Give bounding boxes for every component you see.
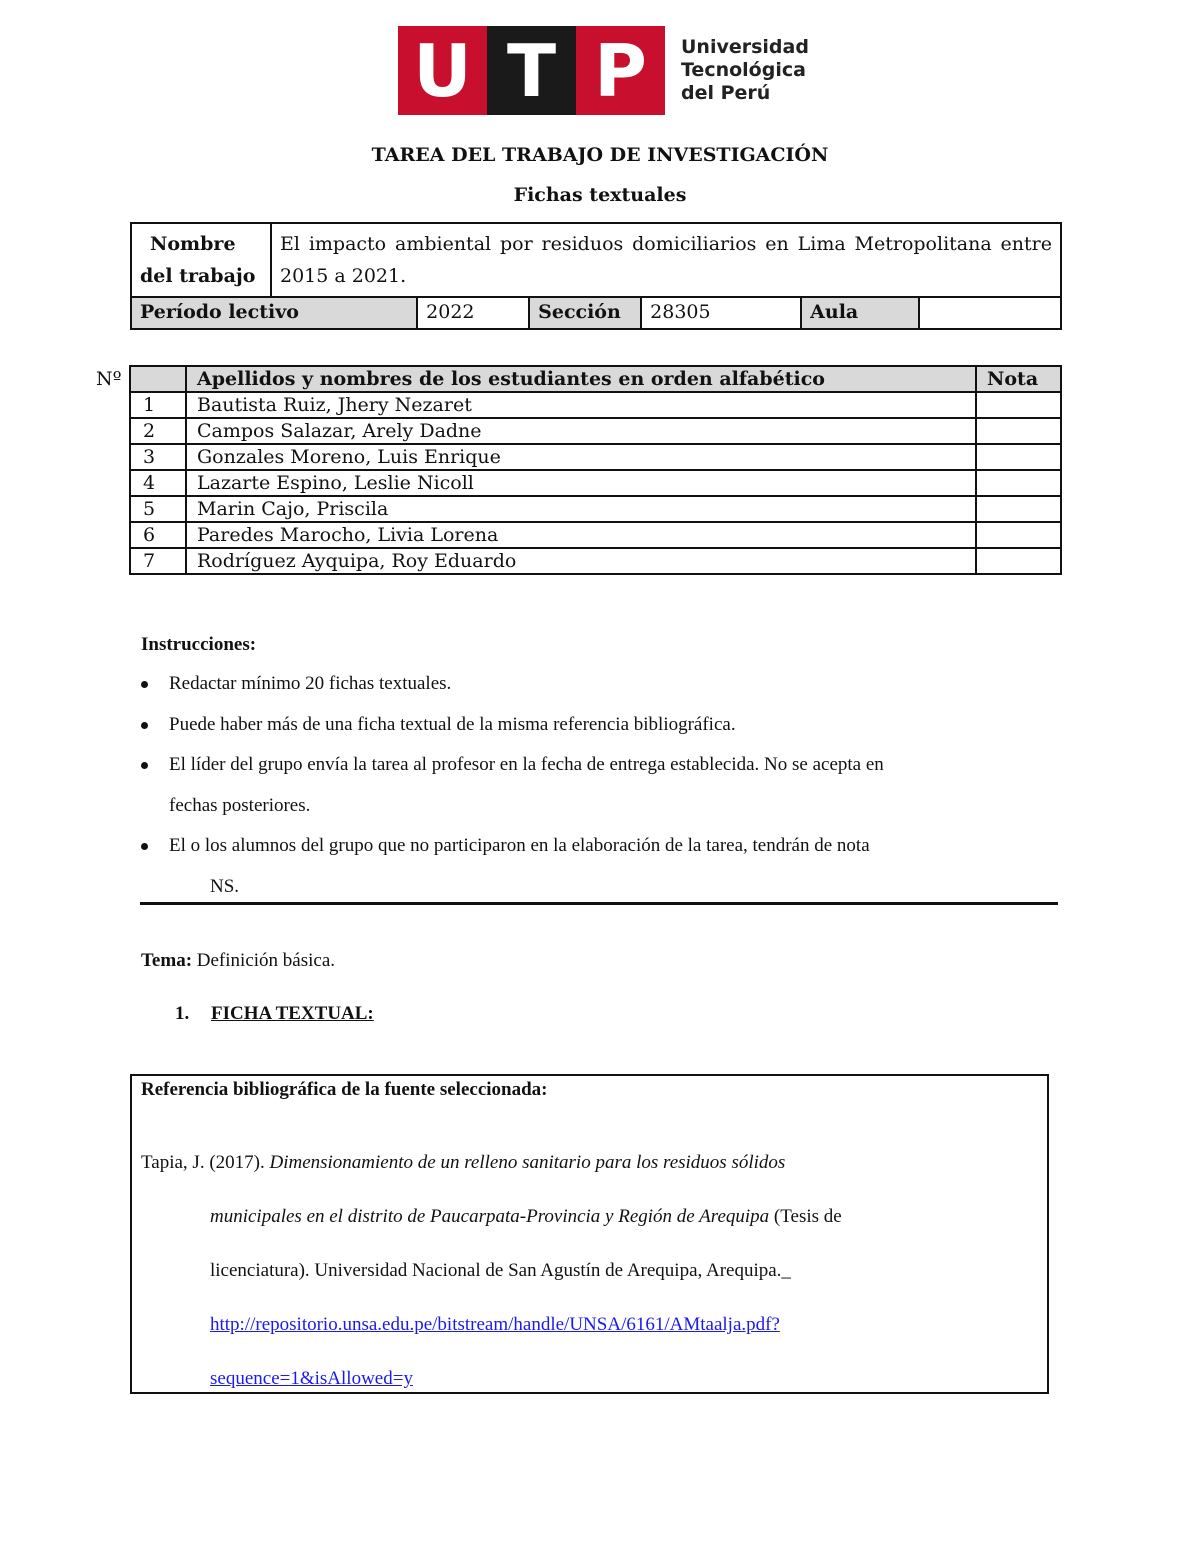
- table-row: [130, 470, 1061, 496]
- reference-box: [130, 1074, 1049, 1394]
- reference-title-1: Dimensionamiento de un relleno sanitario para los residuos sólidos: [269, 1152, 786, 1173]
- university-name-line-3: del Perú: [681, 82, 771, 104]
- work-name-value: El impacto ambiental por residuos domiciliarios en Lima Metropolitana entre 2015 a 2021.: [271, 223, 1061, 297]
- ficha-title: FICHA TEXTUAL:: [211, 1003, 374, 1024]
- period-label: Período lectivo: [131, 297, 417, 329]
- table-row: [130, 444, 1061, 470]
- student-name: Lazarte Espino, Leslie Nicoll: [186, 470, 976, 496]
- instruction-item: El o los alumnos del grupo que no participaron en la elaboración de la tarea, tendrán de nota: [169, 835, 870, 856]
- row-number: 7: [130, 548, 186, 574]
- instruction-item: Puede haber más de una ficha textual de la misma referencia bibliográfica.: [169, 714, 736, 735]
- table-row: [130, 522, 1061, 548]
- section-divider: [140, 902, 1058, 905]
- student-name: Marin Cajo, Priscila: [186, 496, 976, 522]
- section-label: Sección: [529, 297, 641, 329]
- reference-url-line-1[interactable]: http://repositorio.unsa.edu.pe/bitstream/handle/UNSA/6161/AMtaalja.pdf?: [210, 1314, 780, 1335]
- student-grade: [976, 444, 1061, 470]
- students-header-grade: Nota: [976, 366, 1061, 392]
- student-grade: [976, 418, 1061, 444]
- students-header-row: [130, 366, 1061, 392]
- page-subtitle: Fichas textuales: [513, 184, 687, 206]
- logo-letter-t: T: [487, 26, 576, 115]
- university-name: [681, 36, 809, 105]
- reference-line-1: [141, 1152, 785, 1174]
- topic-value: Definición básica.: [196, 950, 336, 971]
- instructions-heading: Instrucciones:: [141, 634, 257, 655]
- reference-heading: Referencia bibliográfica de la fuente seleccionada:: [141, 1079, 548, 1100]
- utp-logo: [398, 26, 665, 115]
- instruction-item: El líder del grupo envía la tarea al profesor en la fecha de entrega establecida. No se acepta en: [169, 754, 884, 775]
- student-grade: [976, 392, 1061, 418]
- work-info-table: [130, 222, 1062, 330]
- student-name: Paredes Marocho, Livia Lorena: [186, 522, 976, 548]
- number-label: Nº: [96, 368, 122, 390]
- students-header-number: [130, 366, 186, 392]
- student-name: Gonzales Moreno, Luis Enrique: [186, 444, 976, 470]
- university-name-line-2: Tecnológica: [681, 59, 806, 81]
- reference-url-line-2[interactable]: sequence=1&isAllowed=y: [210, 1368, 413, 1389]
- period-value: 2022: [417, 297, 529, 329]
- bullet-icon: [141, 843, 148, 850]
- student-grade: [976, 496, 1061, 522]
- logo-letter-u: U: [398, 26, 487, 115]
- room-label: Aula: [802, 298, 920, 328]
- student-name: Campos Salazar, Arely Dadne: [186, 418, 976, 444]
- reference-after-title: (Tesis de: [769, 1206, 842, 1227]
- table-row: [130, 418, 1061, 444]
- reference-line-3: licenciatura). Universidad Nacional de San Agustín de Arequipa, Arequipa._: [210, 1260, 791, 1281]
- students-table: [129, 365, 1062, 575]
- student-grade: [976, 548, 1061, 574]
- table-row: [130, 392, 1061, 418]
- work-name-label: Nombre del trabajo: [131, 223, 271, 297]
- bullet-icon: [141, 681, 148, 688]
- row-number: 1: [130, 392, 186, 418]
- instruction-item-continuation: NS.: [210, 876, 240, 897]
- reference-author: Tapia, J. (2017).: [141, 1152, 270, 1173]
- row-number: 3: [130, 444, 186, 470]
- ficha-number: 1.: [175, 1003, 190, 1024]
- logo-letter-p: P: [576, 26, 665, 115]
- instruction-item: Redactar mínimo 20 fichas textuales.: [169, 673, 452, 694]
- table-row: [130, 496, 1061, 522]
- reference-line-2: [210, 1206, 842, 1228]
- topic-line: [141, 950, 335, 972]
- row-number: 5: [130, 496, 186, 522]
- bullet-icon: [141, 722, 148, 729]
- reference-title-2: municipales en el distrito de Paucarpata-Provincia y Región de Arequipa: [210, 1206, 770, 1227]
- topic-label: Tema:: [141, 950, 193, 971]
- bullet-icon: [141, 762, 148, 769]
- instruction-item-continuation: fechas posteriores.: [169, 795, 311, 816]
- table-row: [130, 548, 1061, 574]
- row-number: 6: [130, 522, 186, 548]
- student-grade: [976, 522, 1061, 548]
- students-header-names: Apellidos y nombres de los estudiantes en orden alfabético: [186, 366, 976, 392]
- row-number: 4: [130, 470, 186, 496]
- section-value: 28305: [641, 297, 801, 329]
- room-cell: [801, 297, 1061, 329]
- student-name: Bautista Ruiz, Jhery Nezaret: [186, 392, 976, 418]
- page-title: TAREA DEL TRABAJO DE INVESTIGACIÓN: [371, 144, 829, 166]
- row-number: 2: [130, 418, 186, 444]
- room-value: [920, 298, 1060, 328]
- university-name-line-1: Universidad: [681, 36, 809, 58]
- student-name: Rodríguez Ayquipa, Roy Eduardo: [186, 548, 976, 574]
- student-grade: [976, 470, 1061, 496]
